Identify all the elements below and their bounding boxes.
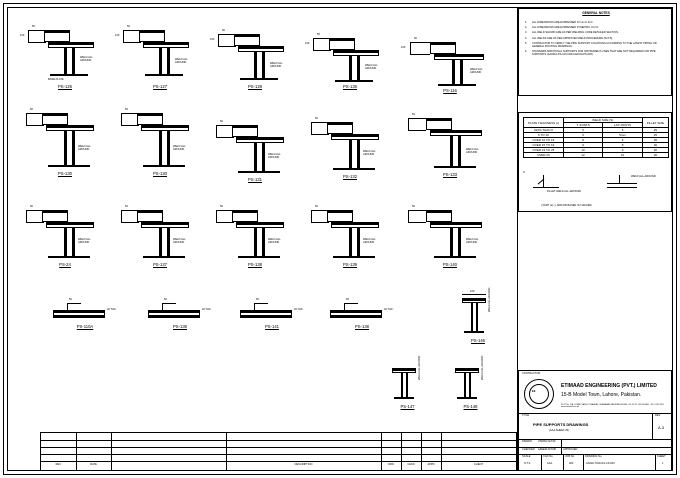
rev-col-header: DRN [388, 463, 394, 466]
cell: 6 [563, 133, 602, 138]
detail-label: PS-148 [463, 404, 478, 409]
rev-col-header: CHKD [407, 463, 415, 466]
detail-label: PS-131 [248, 177, 262, 182]
note-number: 5. [525, 41, 528, 45]
scale-value: N.T.S [524, 462, 531, 465]
job-value: 003 [569, 462, 574, 465]
contractor-label: CONTRACTOR [522, 372, 541, 375]
company-name: ETIMAAD ENGINEERING (PVT.) LIMITED [561, 383, 657, 389]
cell: LESS THAN 6 [524, 128, 564, 133]
rev-label: REV. [655, 414, 661, 417]
note-text: ALL WELD SHOWN ARE AS PER WELDING CODE DETAILED SECTION. [532, 31, 619, 35]
cell: 5 [603, 128, 642, 133]
weld-table-header: T JOINTS [563, 123, 602, 128]
drawing-title: PIPE SUPPORTS DRAWINGS [533, 422, 589, 427]
detail-label: PS-137 [153, 262, 167, 267]
detail-label: PS-140 [443, 262, 457, 267]
note-text: ALL DIMENSIONS ARE EXPRESSED IN mm U.N.O. [532, 21, 594, 24]
drawn-label: DRAWN [522, 440, 532, 443]
note-number: 6. [525, 49, 528, 53]
cell: OVER 15 TO 19 [524, 143, 564, 148]
sheet-label: SHEET [657, 455, 666, 458]
detail-ps-135: 50 100 WELD ALL AROUND PS-135 [305, 20, 395, 90]
job-label: JOB No. [565, 455, 575, 458]
detail-row4-4: 50 40 THK. PS-138 [322, 296, 402, 332]
rev-col-header: REV. [55, 463, 62, 466]
detail-row3-2: 50 WELD ALL AROUND PS-137 [115, 200, 205, 272]
weld-symbol-label: S [523, 171, 525, 174]
detail-label: PS-130 [58, 171, 72, 176]
cell: 5mm [603, 133, 642, 138]
cell: 6 [603, 138, 642, 143]
note-text: STANDARD ADDITIONAL SUPPORTS FOR INSTRUMENT LINES THAT ARE NOT REQUIRED FOR PIPE SUPPORTS (AA0010-PS-010 AND AA0010-PS-002). [532, 49, 656, 56]
detail-label: PS-136 [173, 324, 187, 329]
detail-row3-4: 50 WELD ALL AROUND PS-139 [305, 200, 395, 272]
note-text: CONTRACTOR TO VERIFY THE PIPE SUPPORT LOCATIONS ACCORDING TO THE LATEST PIPING OR GENERAL ROUTING DRAWINGS. [532, 41, 657, 48]
weld-note-right: WELD ALL-AROUND [631, 175, 656, 178]
company-logo [524, 379, 554, 409]
detail-label: PS-24 [59, 262, 71, 267]
revision-table [40, 432, 517, 471]
rev-value: A.3 [658, 425, 665, 430]
detail-row3-3: 50 WELD ALL AROUND PS-138 [210, 200, 300, 272]
weld-table-colgroup: PLATE THICKNESS (t) [524, 118, 564, 128]
cell: OVER 10 TO 15 [524, 138, 564, 143]
note-text: ALL WELDS ARE AS PER APPROVED WELD PROCEDURE (W.P.S). [532, 36, 614, 40]
detail-label: PS-132 [343, 174, 357, 179]
detail-label: PS-110A [76, 324, 94, 329]
general-notes-heading: GENERAL NOTES [582, 11, 610, 15]
sheet-value: 1 [662, 462, 664, 465]
detail-row3-1: 50 WELD ALL AROUND PS-24 [20, 200, 110, 272]
note-text: ALL DIMENSIONS ARE EXPRESSED IN METRIC U.N.O. [532, 26, 599, 30]
rev-col-header: CLIENT [473, 463, 484, 466]
cell: 12 [563, 153, 602, 158]
cell: 30 [642, 148, 668, 153]
detail-ps-128: 50 100 WELD ALL AROUND PS-128 [210, 20, 300, 90]
company-address: 15-B Model Town, Lahore, Pakistan. [561, 392, 642, 398]
cell: 9 [603, 148, 642, 153]
title-block [518, 370, 672, 471]
detail-row4-3: 50 40 THK. PS-141 [232, 296, 312, 332]
weld-detail-sketch [523, 171, 669, 201]
cell: 8 [563, 138, 602, 143]
detail-label: PS-146 [471, 338, 485, 343]
detail-label: PS-147 [400, 404, 415, 409]
weld-table-footnote: ( PART (s) ( ) AND/OR BASED IS THICKER. [541, 204, 593, 207]
detail-label: PS-128 [248, 84, 262, 89]
cell: 5 [563, 128, 602, 133]
table-row [524, 153, 669, 158]
detail-label: PS-126 [58, 84, 72, 89]
general-notes-box [518, 8, 672, 96]
detail-ps-127: 50 100 WELD ALL AROUND PS-127 [115, 20, 205, 90]
detail-row2-3: 50 WELD ALL AROUND PS-131 [210, 115, 300, 185]
dwgno-value: AA002-7019-GS-CS-003 [586, 462, 615, 465]
cell: 8 [603, 143, 642, 148]
cell: 25 [642, 133, 668, 138]
cad-label: CAD No. [543, 455, 554, 458]
cell: 30 [642, 153, 668, 158]
dwgno-label: DRAWING No. [585, 455, 603, 458]
cell: 25 [642, 128, 668, 133]
cell: 6 TO 10 [524, 133, 564, 138]
weld-table-colgroup: FILLET SIZE [642, 118, 668, 128]
weld-table-box [518, 112, 672, 212]
rev-col-header: DATE [90, 463, 97, 466]
logo-monogram: EE [532, 390, 536, 393]
detail-row2-5: 50 WELD ALL AROUND PS-133 [400, 110, 500, 182]
scale-label: SCALE [522, 455, 531, 458]
detail-lower-1: 100 WELD ALL AROUND PS-146 [448, 290, 508, 350]
detail-lower-3: WELD ALL AROUND PS-148 [443, 360, 498, 415]
detail-lower-2: WELD ALL AROUND PS-147 [380, 360, 435, 415]
detail-ps-126: 50 100 WELD ALL AROUND BASE PLATE PS-126 [20, 20, 110, 90]
rev-col-header: DESCRIPTION [294, 463, 313, 466]
detail-row3-5: 50 WELD ALL AROUND PS-140 [400, 200, 500, 272]
approved-label: APPROVED [563, 448, 578, 451]
cell: OVER 19 TO 25 [524, 148, 564, 153]
detail-label: PS-130 [153, 171, 167, 176]
cell: OVER 25 [524, 153, 564, 158]
checked-label: CHECKED [522, 448, 535, 451]
cell: 25 [642, 138, 668, 143]
detail-label: PS-139 [343, 262, 357, 267]
detail-label: PS-127 [153, 84, 167, 89]
weld-table-header: LAP JOINTS [603, 123, 642, 128]
detail-row2-1: 50 WELD ALL AROUND PS-130 [20, 105, 110, 180]
note-number: 1. [525, 21, 528, 24]
weld-size-table [523, 117, 669, 158]
drawing-subtitle: (AAA-SHEET-03) [549, 429, 570, 432]
title-label: TITLE [522, 414, 530, 417]
note-number: 3. [525, 31, 528, 35]
detail-label: PS-138 [355, 324, 369, 329]
detail-row4-1: 50 40 THK. PS-110A [45, 296, 125, 332]
cell: 30 [642, 143, 668, 148]
detail-label: PS-138 [248, 262, 262, 267]
detail-row2-4: 50 WELD ALL AROUND PS-132 [305, 112, 395, 184]
detail-row4-2: 50 40 THK. PS-136 [140, 296, 220, 332]
checked-by: AZEEM AFTAB [538, 448, 556, 451]
note-number: 4. [525, 36, 528, 40]
detail-label: PS-141 [265, 324, 279, 329]
note-number: 2. [525, 26, 528, 30]
weld-table-colgroup: WELD SIZE (S) [563, 118, 642, 123]
cell: 10 [563, 148, 602, 153]
cell: 9 [563, 143, 602, 148]
weld-note-left: FILLET WELD ALL-AROUND [547, 190, 581, 193]
detail-row2-2: 50 WELD ALL AROUND PS-130 [115, 105, 205, 180]
cad-value: AAA [547, 462, 553, 465]
rev-col-header: APPD [427, 463, 435, 466]
detail-ps-116: 50 100 WELD ALL AROUND PS-116 [400, 20, 500, 90]
detail-label: PS-135 [343, 84, 357, 89]
detail-label: PS-116 [443, 88, 457, 93]
company-contact: PLOT No. C/A, COMM PLAZA, F7 MARKAZ, ISLAMABAD PAKISTAN PHONE: +92 42 111 100 200 FAX: +92 51 265 4321 www.etimaad.com.pk [561, 404, 665, 408]
drawn-by: USMAN ALTAF [538, 440, 556, 443]
detail-label: PS-133 [443, 172, 457, 177]
cell: 10 [603, 153, 642, 158]
